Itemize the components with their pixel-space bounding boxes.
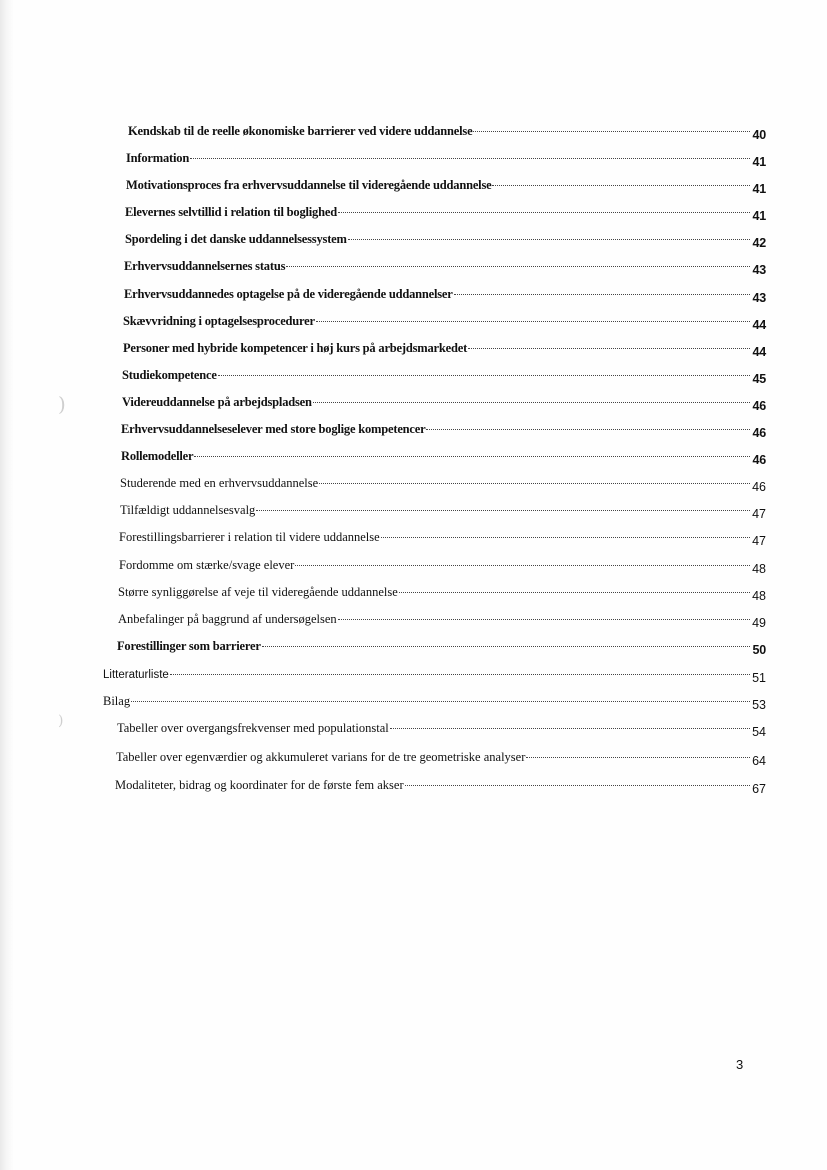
toc-entry[interactable]: [120, 476, 766, 494]
toc-entry[interactable]: [126, 151, 766, 169]
toc-entry[interactable]: [103, 667, 766, 685]
dot-leader: [390, 728, 750, 729]
toc-entry-page: 46: [752, 453, 766, 467]
toc-entry-title: Motivationsproces fra erhvervsuddannelse til videregående uddannelse: [126, 178, 492, 192]
dot-leader: [218, 375, 751, 376]
toc-entry[interactable]: [116, 750, 766, 768]
binder-hole-mark: ): [58, 392, 66, 416]
toc-entry-title: Forestillingsbarrierer i relation til videre uddannelse: [119, 530, 380, 544]
toc-entry-title: Elevernes selvtillid i relation til boglighed: [125, 205, 337, 219]
dot-leader: [286, 266, 750, 267]
toc-entry[interactable]: [122, 368, 766, 386]
binder-hole-mark: ): [58, 713, 64, 729]
dot-leader: [473, 131, 750, 132]
toc-entry-page: 51: [752, 671, 766, 685]
toc-entry-title: Litteraturliste: [103, 669, 169, 681]
toc-entry[interactable]: [124, 259, 766, 277]
toc-entry[interactable]: [117, 639, 766, 657]
dot-leader: [381, 537, 750, 538]
dot-leader: [194, 456, 750, 457]
toc-entry[interactable]: [118, 585, 766, 603]
dot-leader: [256, 510, 750, 511]
toc-entry-page: 50: [752, 643, 766, 657]
toc-entry[interactable]: [125, 205, 766, 223]
toc-entry-page: 48: [752, 589, 766, 603]
dot-leader: [131, 701, 750, 702]
toc-entry-page: 46: [752, 426, 766, 440]
toc-entry-page: 44: [752, 318, 766, 332]
dot-leader: [492, 185, 750, 186]
dot-leader: [348, 239, 751, 240]
dot-leader: [338, 619, 750, 620]
page-number: 3: [736, 1057, 744, 1072]
toc-entry[interactable]: [118, 612, 766, 630]
toc-entry-page: 43: [752, 263, 766, 277]
toc-entry-title: Kendskab til de reelle økonomiske barrierer ved videre uddannelse: [128, 124, 473, 138]
dot-leader: [338, 212, 751, 213]
toc-entry-title: Erhvervsuddannelsernes status: [124, 259, 286, 273]
toc-entry-title: Erhvervsuddannedes optagelse på de videregående uddannelser: [124, 287, 453, 301]
toc-entry-title: Anbefalinger på baggrund af undersøgelsen: [118, 612, 337, 626]
toc-entry-title: Personer med hybride kompetencer i høj kurs på arbejdsmarkedet: [123, 341, 468, 355]
toc-entry-page: 49: [752, 616, 766, 630]
dot-leader: [295, 565, 750, 566]
toc-entry-title: Rollemodeller: [121, 449, 194, 463]
toc-entry-page: 47: [752, 534, 766, 548]
dot-leader: [190, 158, 750, 159]
toc-entry-title: Modaliteter, bidrag og koordinater for de første fem akser: [115, 778, 404, 792]
toc-entry-page: 43: [752, 291, 766, 305]
toc-entry-title: Bilag: [103, 694, 131, 708]
toc-entry-title: Fordomme om stærke/svage elever: [119, 558, 295, 572]
toc-entry-page: 41: [752, 182, 766, 196]
toc-entry-page: 44: [752, 345, 766, 359]
toc-entry-title: Tabeller over egenværdier og akkumuleret varians for de tre geometriske analyser: [116, 750, 526, 764]
toc-entry[interactable]: [121, 422, 766, 440]
dot-leader: [319, 483, 750, 484]
dot-leader: [313, 402, 751, 403]
dot-leader: [454, 294, 751, 295]
toc-entry-title: Tabeller over overgangsfrekvenser med populationstal: [117, 721, 389, 735]
dot-leader: [399, 592, 750, 593]
toc-entry-page: 41: [752, 155, 766, 169]
toc-entry-title: Studerende med en erhvervsuddannelse: [120, 476, 319, 490]
toc-entry-page: 45: [752, 372, 766, 386]
toc-entry-title: Forestillinger som barrierer: [117, 639, 261, 653]
toc-entry[interactable]: [126, 178, 766, 196]
toc-entry[interactable]: [119, 530, 766, 548]
toc-entry-page: 46: [752, 480, 766, 494]
toc-entry-page: 48: [752, 562, 766, 576]
toc-entry-title: Større synliggørelse af veje til videregående uddannelse: [118, 585, 398, 599]
toc-entry[interactable]: [121, 449, 766, 467]
dot-leader: [468, 348, 750, 349]
toc-entry-page: 67: [752, 782, 766, 796]
toc-entry-title: Studiekompetence: [122, 368, 217, 382]
toc-entry[interactable]: [119, 558, 766, 576]
dot-leader: [526, 757, 750, 758]
dot-leader: [316, 321, 751, 322]
dot-leader: [170, 674, 750, 675]
toc-entry-title: Spordeling i det danske uddannelsessystem: [125, 232, 347, 246]
toc-entry-title: Skævvridning i optagelsesprocedurer: [123, 314, 315, 328]
toc-entry-page: 42: [752, 236, 766, 250]
toc-entry[interactable]: [115, 778, 766, 796]
toc-entry[interactable]: [124, 287, 766, 305]
toc-entry-page: 64: [752, 754, 766, 768]
toc-entry-title: Tilfældigt uddannelsesvalg: [120, 503, 256, 517]
toc-entry[interactable]: [125, 232, 766, 250]
toc-entry[interactable]: [117, 721, 766, 739]
toc-entry[interactable]: [103, 694, 766, 712]
toc-entry-title: Erhvervsuddannelseselever med store boglige kompetencer: [121, 422, 426, 436]
dot-leader: [262, 646, 751, 647]
toc-entry-page: 41: [752, 209, 766, 223]
toc-entry[interactable]: [123, 314, 766, 332]
toc-entry-page: 47: [752, 507, 766, 521]
toc-entry[interactable]: [128, 124, 766, 142]
toc-entry[interactable]: [123, 341, 766, 359]
toc-entry[interactable]: [120, 503, 766, 521]
dot-leader: [426, 429, 750, 430]
dot-leader: [405, 785, 750, 786]
toc-entry-title: Videreuddannelse på arbejdspladsen: [122, 395, 312, 409]
toc-entry-page: 46: [752, 399, 766, 413]
toc-entry-title: Information: [126, 151, 190, 165]
toc-entry[interactable]: [122, 395, 766, 413]
toc-entry-page: 54: [752, 725, 766, 739]
toc-entry-page: 53: [752, 698, 766, 712]
toc-entry-page: 40: [752, 128, 766, 142]
